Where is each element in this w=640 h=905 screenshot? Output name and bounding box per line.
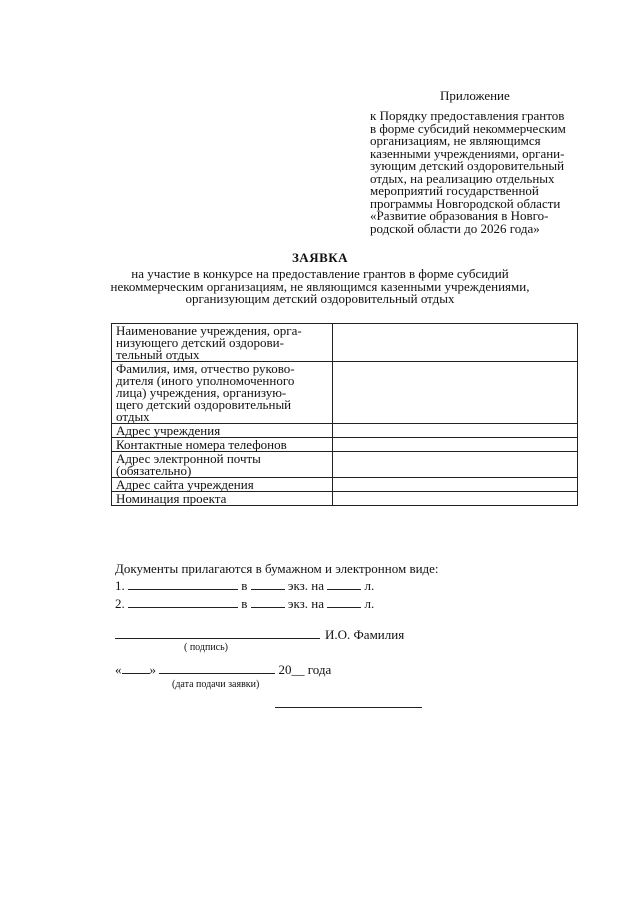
label-line: дителя (иного уполномоченного <box>116 373 295 388</box>
attachment-pages-label: л. <box>364 578 375 593</box>
attachment-copies-label: экз. на <box>287 596 324 611</box>
row-label <box>112 362 333 424</box>
appendix-line: отдых, на реализацию отдельных <box>370 170 555 186</box>
label-line: Адрес электронной почты <box>116 451 261 466</box>
appendix-line: организациям, не являющимся <box>370 133 541 148</box>
label-line: отдых <box>116 409 150 424</box>
attachment-title-blank[interactable] <box>128 596 238 608</box>
table-row-organization-name <box>112 324 578 362</box>
website-field[interactable] <box>333 478 578 492</box>
month-blank[interactable] <box>159 662 275 674</box>
signer-name: И.О. Фамилия <box>325 627 405 642</box>
attachment-in-label: в <box>241 596 248 611</box>
date-year: 20__ года <box>278 662 332 677</box>
signature-blank[interactable] <box>115 627 320 639</box>
document-title: ЗАЯВКА <box>291 250 349 265</box>
row-label <box>112 424 333 438</box>
signature-caption: ( подпись) <box>184 642 229 653</box>
email-field[interactable] <box>333 452 578 478</box>
subtitle-line: организующим детский оздоровительный отдых <box>185 291 455 306</box>
date-close-quote: » <box>149 662 156 677</box>
attachment-pages-blank[interactable] <box>327 596 361 608</box>
organization-name-field[interactable] <box>333 324 578 362</box>
row-label <box>112 478 333 492</box>
attachment-copies-label: экз. на <box>287 578 324 593</box>
appendix-line: казенными учреждениями, органи- <box>370 145 565 161</box>
application-table <box>111 323 578 506</box>
subtitle-line: на участие в конкурсе на предоставление грантов в форме субсидий <box>131 266 509 281</box>
appendix-title: Приложение <box>440 88 510 103</box>
table-row-address <box>112 424 578 438</box>
appendix-line: мероприятий государственной <box>370 183 539 198</box>
date-line <box>115 662 331 677</box>
table-row-website <box>112 478 578 492</box>
attachment-item-1 <box>115 578 374 593</box>
attachment-copies-blank[interactable] <box>251 578 285 590</box>
label-line: Адрес учреждения <box>116 423 221 438</box>
date-caption: (дата подачи заявки) <box>172 679 260 690</box>
attachment-in-label: в <box>241 578 248 593</box>
label-line: Наименование учреждения, орга- <box>116 323 302 338</box>
label-line: (обязательно) <box>116 463 192 478</box>
appendix-line: родской области до 2026 года» <box>370 220 540 236</box>
label-line: Адрес сайта учреждения <box>116 477 254 492</box>
label-line: тельный отдых <box>116 347 200 362</box>
appendix-text <box>370 110 600 235</box>
label-line: Номинация проекта <box>116 491 227 506</box>
attachment-pages-blank[interactable] <box>327 578 361 590</box>
label-line: лица) учреждения, организую- <box>116 385 287 400</box>
attachment-item-2 <box>115 596 374 611</box>
nomination-field[interactable] <box>333 492 578 506</box>
appendix-line: в форме субсидий некоммерческим <box>370 120 566 136</box>
document-subtitle <box>100 268 540 306</box>
appendix-line: к Порядку предоставления грантов <box>370 108 565 123</box>
row-label <box>112 452 333 478</box>
address-field[interactable] <box>333 424 578 438</box>
head-name-field[interactable] <box>333 362 578 424</box>
attachment-title-blank[interactable] <box>128 578 238 590</box>
appendix-line: зующим детский оздоровительный <box>370 158 565 173</box>
table-row-nomination <box>112 492 578 506</box>
table-row-email <box>112 452 578 478</box>
label-line: низующего детский оздорови- <box>116 335 284 350</box>
attachment-number: 2. <box>115 596 125 611</box>
phones-field[interactable] <box>333 438 578 452</box>
label-line: Фамилия, имя, отчество руково- <box>116 361 295 376</box>
label-line: щего детский оздоровительный <box>116 397 292 412</box>
table-row-head-name <box>112 362 578 424</box>
subtitle-line: некоммерческим организациям, не являющимся казенными учреждениями, <box>110 278 530 294</box>
bottom-rule <box>275 707 422 708</box>
attachment-number: 1. <box>115 578 125 593</box>
attachment-pages-label: л. <box>364 596 375 611</box>
attachments-intro: Документы прилагаются в бумажном и электронном виде: <box>115 561 439 576</box>
day-blank[interactable] <box>122 662 150 674</box>
row-label <box>112 324 333 362</box>
appendix-line: программы Новгородской области <box>370 195 561 211</box>
table-row-phones <box>112 438 578 452</box>
date-open-quote: « <box>115 662 122 677</box>
label-line: Контактные номера телефонов <box>116 437 287 452</box>
row-label <box>112 492 333 506</box>
appendix-line: «Развитие образования в Новго- <box>370 208 549 223</box>
attachment-copies-blank[interactable] <box>251 596 285 608</box>
row-label <box>112 438 333 452</box>
